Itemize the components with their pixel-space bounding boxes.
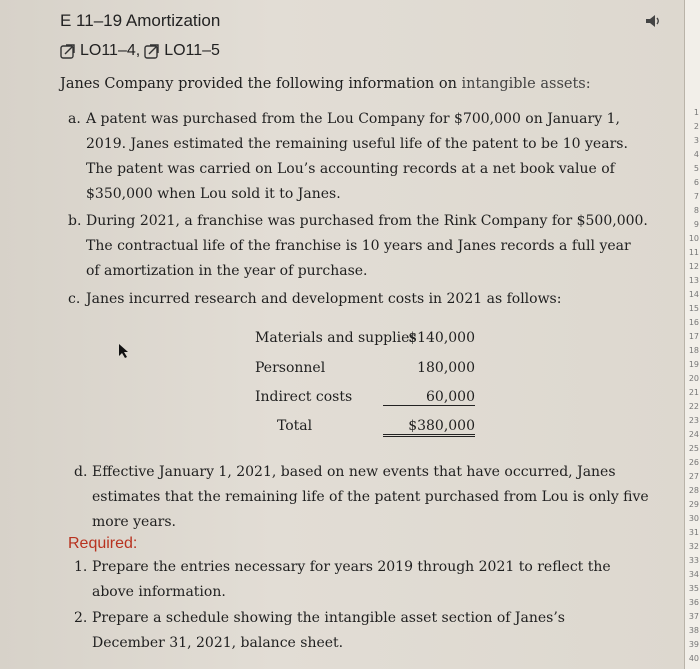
edge-line-number: 24 (688, 430, 699, 439)
edge-line-number: 20 (688, 374, 699, 383)
edge-line-number: 36 (688, 598, 699, 607)
edge-line-number: 10 (688, 234, 699, 243)
cursor-icon (118, 343, 132, 359)
edge-line-number: 1 (693, 108, 699, 117)
edge-line-number: 8 (693, 206, 699, 215)
edge-line-number: 27 (688, 472, 699, 481)
required-item-1: 1. Prepare the entries necessary for years 2019 through 2021 to reflect the above information. (74, 559, 611, 600)
edge-line-number: 35 (688, 584, 699, 593)
exercise-title: E 11–19 Amortization (60, 11, 221, 30)
lo-link-1[interactable]: LO11–4, (80, 42, 141, 59)
speaker-icon[interactable] (645, 14, 661, 28)
item-d: d. Effective January 1, 2021, based on new events that have occurred, Janes estimates that the remaining life of the patent purchased from Lou is only five more years. (74, 464, 649, 530)
textbook-page: E 11–19 Amortization LO11–4, LO11–5 Janes Company provided the following information on intangible assets: a. A patent was purchased from the Lou Company for $700,000 on January 1, 2019. Janes estimated the remaining useful life of the patent to be 10 years. The patent was carried on Lou’s accounting records at a net book value of $350,000 when Lou sold it to Janes. b. During 2021, a franchise was purchased from the Rink Company for $500,000. The contractual life of the franchise is 10 years and Janes records a full year of amortization in the year of purchase. c. Janes incurred research and development costs in 2021 as follows: Materials and supplies $140,000 Personnel 180,000 Indirect costs 60,000 Total $380,000 d. Effective January 1, 2021, based on new events that have occurred, Janes estimates that the remaining life of the patent purchased from Lou is only five more years. Required: 1. Prepare the entries necessary for years 2019 through 2021 to reflect the above information. 2. Prepare a schedule showing the intangible asset section of Janes’s December 31, 2021, balance sheet. (0, 0, 684, 669)
edge-line-number: 39 (688, 640, 699, 649)
item-c: c. Janes incurred research and development costs in 2021 as follows: (68, 291, 562, 307)
edge-line-number: 40 (688, 654, 699, 663)
edge-line-number: 28 (688, 486, 699, 495)
edge-line-number: 9 (693, 220, 699, 229)
edge-line-number: 31 (688, 528, 699, 537)
edge-line-number: 7 (693, 192, 699, 201)
edge-line-number: 34 (688, 570, 699, 579)
edge-line-number: 29 (688, 500, 699, 509)
edge-line-number: 26 (688, 458, 699, 467)
edge-line-number: 16 (688, 318, 699, 327)
item-b: b. During 2021, a franchise was purchased from the Rink Company for $500,000. The contractual life of the franchise is 10 years and Janes records a full year of amortization in the year of purchase. (68, 213, 648, 279)
edge-line-number: 19 (688, 360, 699, 369)
edge-line-number: 18 (688, 346, 699, 355)
edge-line-number: 2 (693, 122, 699, 131)
edge-line-number: 13 (688, 276, 699, 285)
edge-line-number: 11 (688, 248, 699, 257)
edge-line-number: 32 (688, 542, 699, 551)
edge-line-number: 4 (693, 150, 699, 159)
intro-text: Janes Company provided the following information on intangible assets: (60, 76, 591, 92)
edge-line-number: 23 (688, 416, 699, 425)
edge-line-number: 17 (688, 332, 699, 341)
edge-line-number: 15 (688, 304, 699, 313)
edge-line-number: 21 (688, 388, 699, 397)
edge-line-number: 33 (688, 556, 699, 565)
next-page-edge (684, 0, 700, 669)
link-icon[interactable] (144, 43, 160, 59)
link-icon[interactable] (60, 43, 76, 59)
edge-line-number: 3 (693, 136, 699, 145)
edge-line-number: 25 (688, 444, 699, 453)
edge-line-number: 6 (693, 178, 699, 187)
edge-line-number: 14 (688, 290, 699, 299)
edge-line-number: 22 (688, 402, 699, 411)
item-a: a. A patent was purchased from the Lou Company for $700,000 on January 1, 2019. Janes estimated the remaining useful life of the patent to be 10 years. The patent was carried on Lou’s accounting records at a net book value of $350,000 when Lou sold it to Janes. (68, 111, 628, 202)
lo-link-2[interactable]: LO11–5 (164, 42, 220, 59)
edge-line-number: 37 (688, 612, 699, 621)
edge-line-number: 30 (688, 514, 699, 523)
learning-objectives (60, 42, 220, 60)
required-heading: Required: (68, 535, 138, 552)
required-item-2: 2. Prepare a schedule showing the intangible asset section of Janes’s December 31, 2021, balance sheet. (74, 610, 565, 651)
edge-line-number: 5 (693, 164, 699, 173)
edge-line-number: 12 (688, 262, 699, 271)
edge-line-number: 38 (688, 626, 699, 635)
